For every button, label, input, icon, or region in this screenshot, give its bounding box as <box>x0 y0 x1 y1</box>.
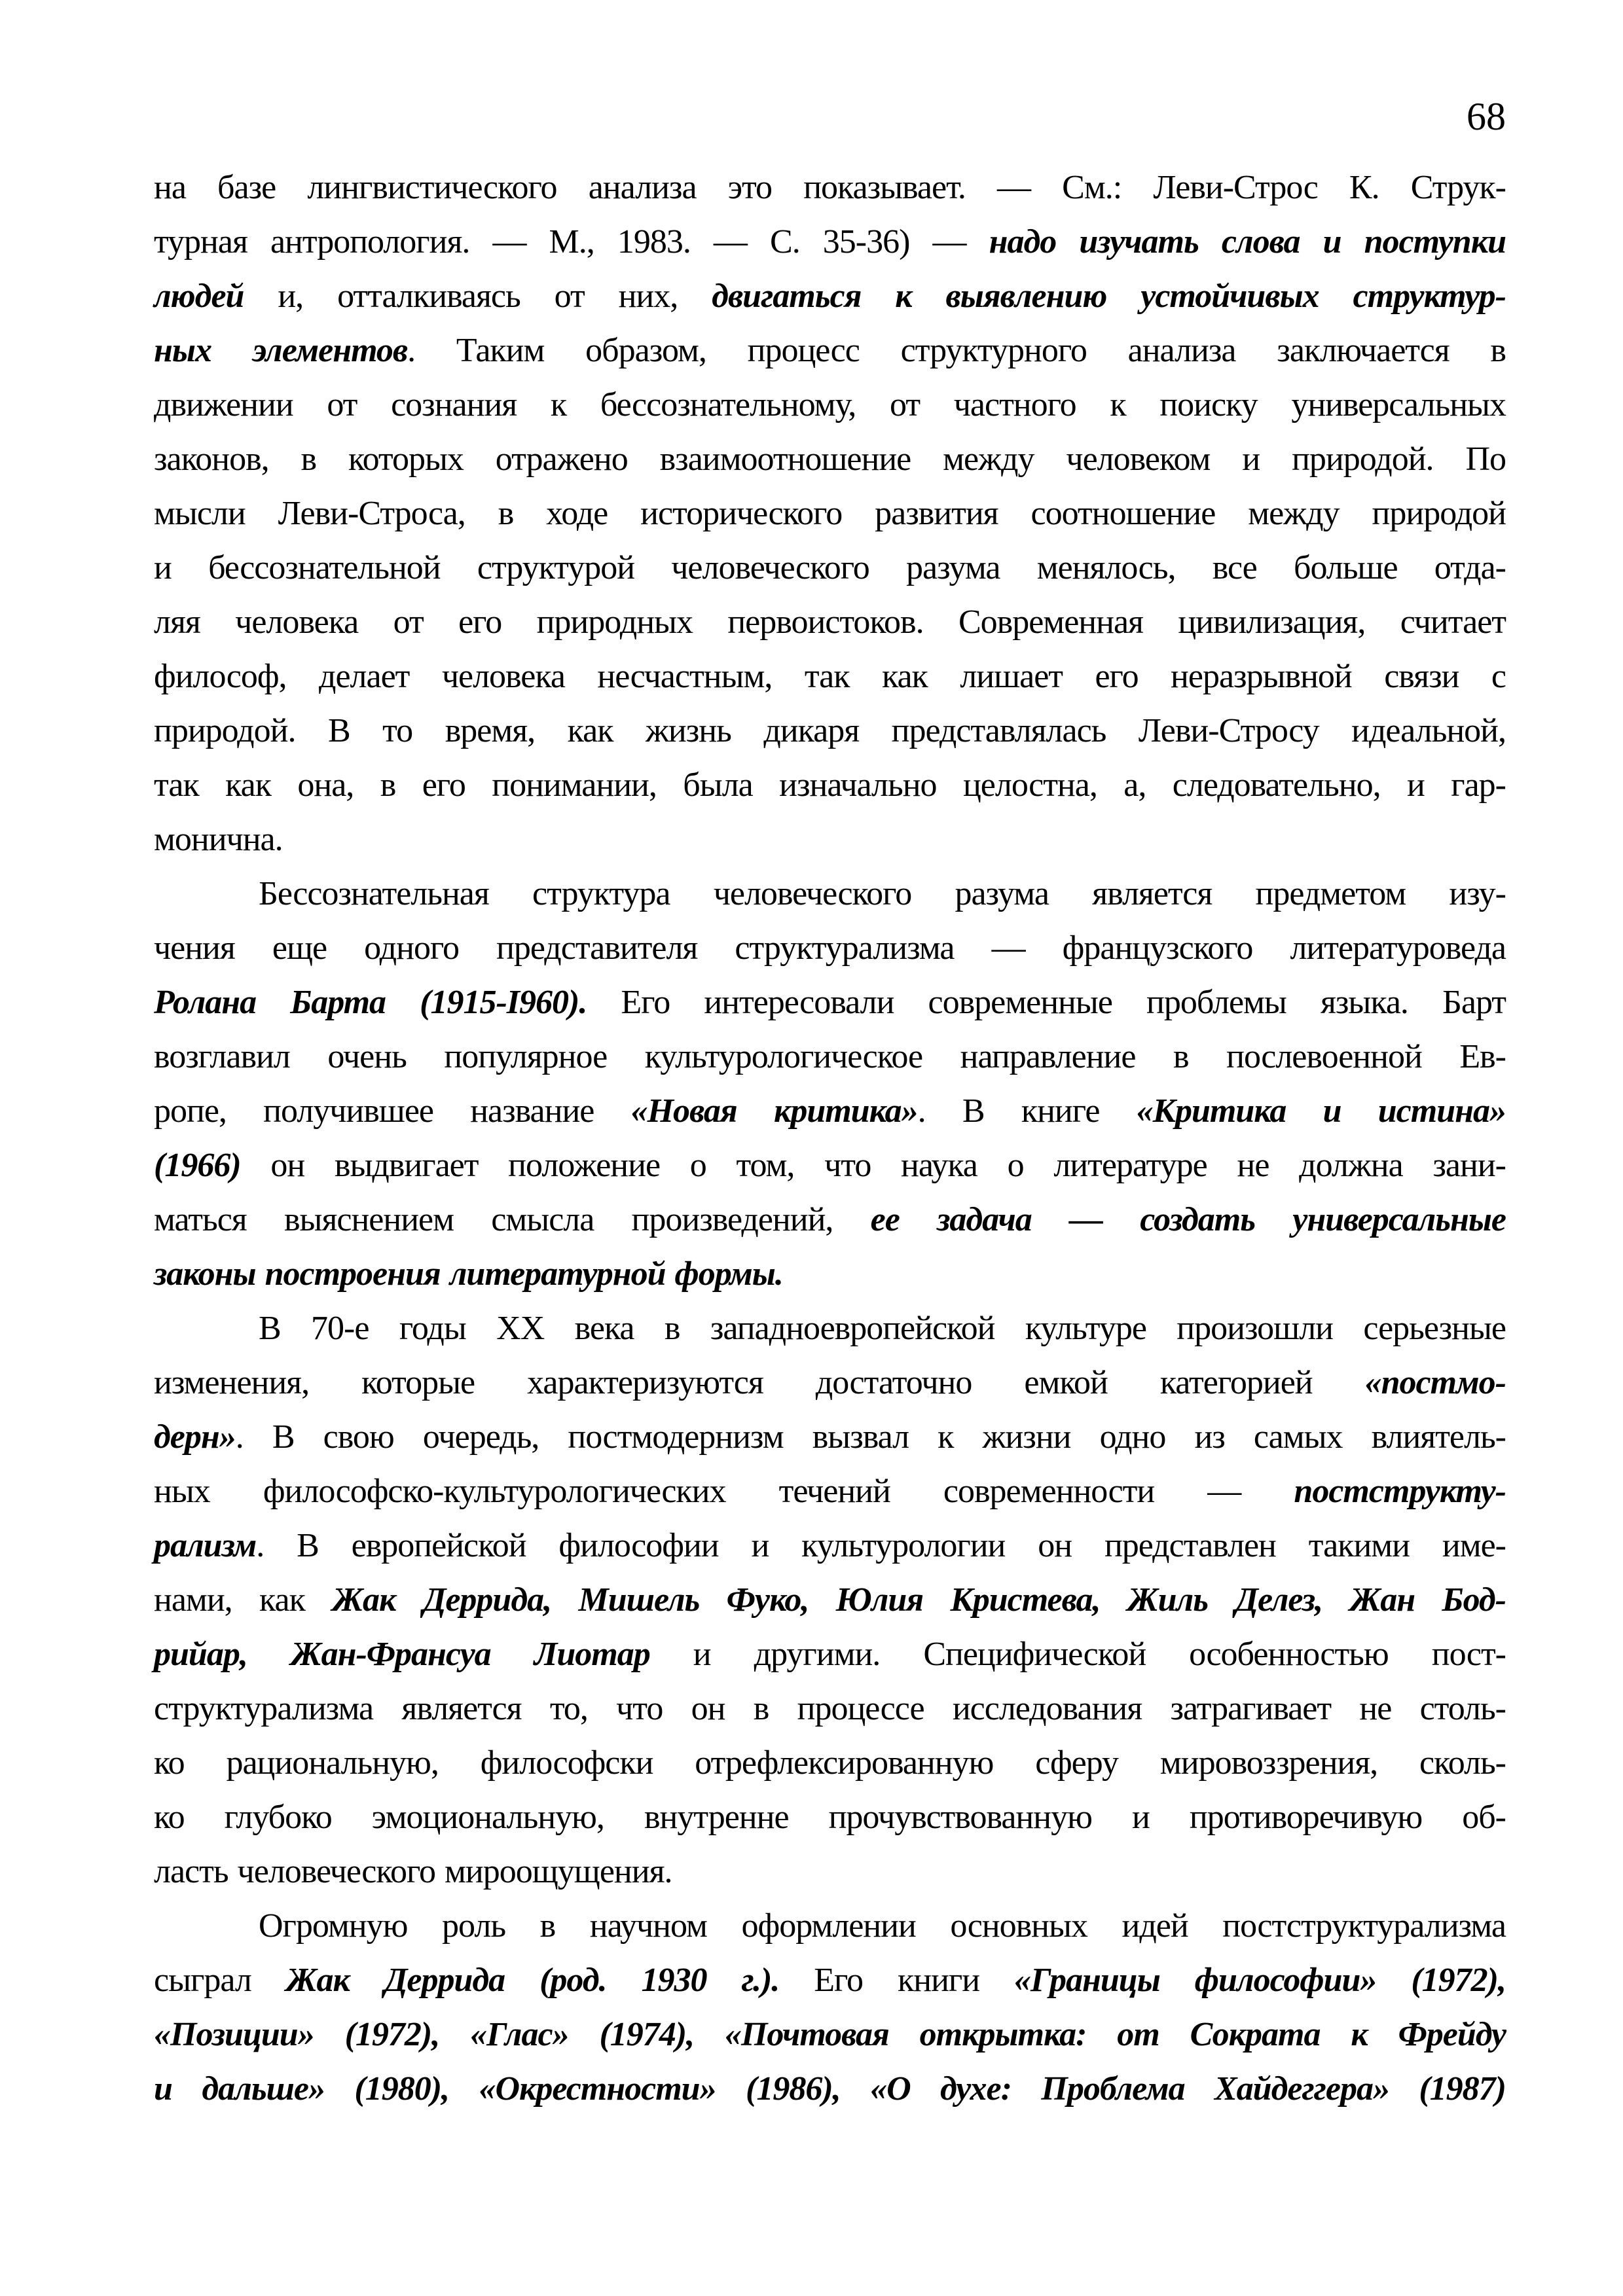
paragraph <box>154 867 1506 1301</box>
text-line <box>154 595 1506 649</box>
emphasis-text: «Позиции» (1972), «Глас» (1974), «Почтовая открытка: от Сократа к Фрейду <box>154 2016 1506 2053</box>
emphasis-text: людей <box>154 278 244 315</box>
text-line <box>154 1573 1506 1627</box>
text-line <box>154 486 1506 541</box>
emphasis-text: надо изучать слова и поступки <box>989 223 1506 260</box>
text-line <box>154 975 1506 1030</box>
emphasis-text: рализм <box>154 1527 257 1564</box>
text-line <box>154 215 1506 269</box>
body-text: ляя человека от его природных первоистоков. Современная цивилизация, считает <box>154 603 1506 641</box>
body-text: ласть человеческого мироощущения. <box>154 1853 672 1890</box>
text-line <box>154 1790 1506 1844</box>
emphasis-text: «Границы философии» (1972), <box>1014 1962 1506 1999</box>
text-line <box>154 1736 1506 1790</box>
body-text: турная антропология. — М., 1983. — С. 35-36) — <box>154 223 989 260</box>
paragraph <box>154 1301 1506 1899</box>
text-line <box>154 1301 1506 1355</box>
emphasis-text: Ролана Барта (1915-I960). <box>154 984 587 1021</box>
body-text: философ, делает человека несчастным, так как лишает его неразрывной связи с <box>154 658 1506 695</box>
text-line <box>154 2007 1506 2062</box>
emphasis-text: «Критика и истина» <box>1136 1092 1506 1130</box>
body-text: нами, как <box>154 1581 333 1619</box>
body-text: ко глубоко эмоциональную, внутренне прочувствованную и противоречивую об- <box>154 1799 1506 1836</box>
body-text: Его интересовали современные проблемы языка. Барт <box>587 984 1506 1021</box>
body-text: . В свою очередь, постмодернизм вызвал к жизни одно из самых влиятель- <box>235 1418 1506 1456</box>
emphasis-text: двигаться к выявлению устойчивых структур- <box>712 278 1506 315</box>
body-text: на базе лингвистического анализа это показывает. — См.: Леви-Строс К. Струк- <box>154 169 1506 206</box>
body-text: ко рациональную, философски отрефлексированную сферу мировоззрения, сколь- <box>154 1744 1506 1782</box>
text-line <box>154 1681 1506 1736</box>
text-line <box>154 2062 1506 2116</box>
text-line <box>154 269 1506 323</box>
emphasis-text: дерн» <box>154 1418 236 1456</box>
emphasis-text: «Новая критика» <box>630 1092 918 1130</box>
emphasis-text: ее задача — создать универсальные <box>870 1201 1506 1238</box>
body-text: Огромную роль в научном оформлении основных идей постструктурализма <box>259 1907 1506 1945</box>
text-line <box>154 1193 1506 1247</box>
text-line <box>154 867 1506 921</box>
body-text: и бессознательной структурой человеческого разума менялось, все больше отда- <box>154 549 1506 586</box>
text-line <box>154 1084 1506 1138</box>
body-text: ных философско-культурологических течений современности — <box>154 1473 1294 1510</box>
body-text: движении от сознания к бессознательному, от частного к поиску универсальных <box>154 386 1506 423</box>
paragraph <box>154 1899 1506 2116</box>
text-line <box>154 1410 1506 1464</box>
body-text: он выдвигает положение о том, что наука о литературе не должна зани- <box>240 1147 1506 1184</box>
text-line <box>154 758 1506 812</box>
body-text: ропе, получившее название <box>154 1092 631 1130</box>
text-line <box>154 541 1506 595</box>
text-line <box>154 1518 1506 1573</box>
body-text: Его книги <box>779 1962 1015 1999</box>
text-line <box>154 1355 1506 1410</box>
body-text: монична. <box>154 821 283 858</box>
text-line <box>154 1844 1506 1899</box>
text-line <box>154 323 1506 378</box>
emphasis-text: рийар, Жан-Франсуа Лиотар <box>154 1636 650 1673</box>
body-text: В 70-е годы ХХ века в западноевропейской культуре произошли серьезные <box>259 1310 1506 1347</box>
page-number: 68 <box>1467 95 1506 138</box>
body-text: Бессознательная структура человеческого разума является предметом изу- <box>259 875 1506 912</box>
body-text: . В европейской философии и культурологии он представлен такими име- <box>256 1527 1506 1564</box>
body-text: возглавил очень популярное культурологическое направление в послевоенной Ев- <box>154 1038 1506 1075</box>
text-line <box>154 1247 1506 1301</box>
body-text: сыграл <box>154 1962 286 1999</box>
text-line <box>154 1627 1506 1681</box>
text-line <box>154 1953 1506 2007</box>
body-text: природой. В то время, как жизнь дикаря представлялась Леви-Стросу идеальной, <box>154 712 1506 749</box>
text-block <box>154 160 1506 2116</box>
body-text: законов, в которых отражено взаимоотношение между человеком и природой. По <box>154 440 1506 478</box>
text-line <box>154 1899 1506 1953</box>
text-line <box>154 812 1506 867</box>
emphasis-text: постструкту- <box>1294 1473 1506 1510</box>
emphasis-text: Жак Деррида, Мишель Фуко, Юлия Кристева, Жиль Делез, Жан Бод- <box>332 1581 1506 1619</box>
body-text: мысли Леви-Строса, в ходе исторического развития соотношение между природой <box>154 495 1506 532</box>
text-line <box>154 432 1506 486</box>
emphasis-text: ных элементов <box>154 332 408 369</box>
emphasis-text: и дальше» (1980), «Окрестности» (1986), «О духе: Проблема Хайдеггера» (1987) <box>154 2070 1506 2108</box>
paragraph <box>154 160 1506 867</box>
body-text: и, отталкиваясь от них, <box>244 278 712 315</box>
body-text: и другими. Специфической особенностью пост- <box>649 1636 1506 1673</box>
emphasis-text: Жак Деррида (род. 1930 г.). <box>285 1962 780 1999</box>
text-line <box>154 1030 1506 1084</box>
emphasis-text: законы построения литературной формы. <box>154 1255 783 1293</box>
body-text: . Таким образом, процесс структурного анализа заключается в <box>407 332 1506 369</box>
text-line <box>154 704 1506 758</box>
body-text: изменения, которые характеризуются достаточно емкой категорией <box>154 1364 1365 1401</box>
text-line <box>154 160 1506 215</box>
emphasis-text: (1966) <box>154 1147 241 1184</box>
body-text: маться выяснением смысла произведений, <box>154 1201 871 1238</box>
text-line <box>154 1138 1506 1193</box>
body-text: . В книге <box>917 1092 1137 1130</box>
body-text: так как она, в его понимании, была изначально целостна, а, следовательно, и гар- <box>154 766 1506 804</box>
body-text: чения еще одного представителя структурализма — французского литературоведа <box>154 929 1506 967</box>
body-text: структурализма является то, что он в процессе исследования затрагивает не столь- <box>154 1690 1506 1727</box>
text-line <box>154 649 1506 704</box>
emphasis-text: «постмо- <box>1364 1364 1506 1401</box>
text-line <box>154 921 1506 975</box>
text-line <box>154 378 1506 432</box>
text-line <box>154 1464 1506 1518</box>
